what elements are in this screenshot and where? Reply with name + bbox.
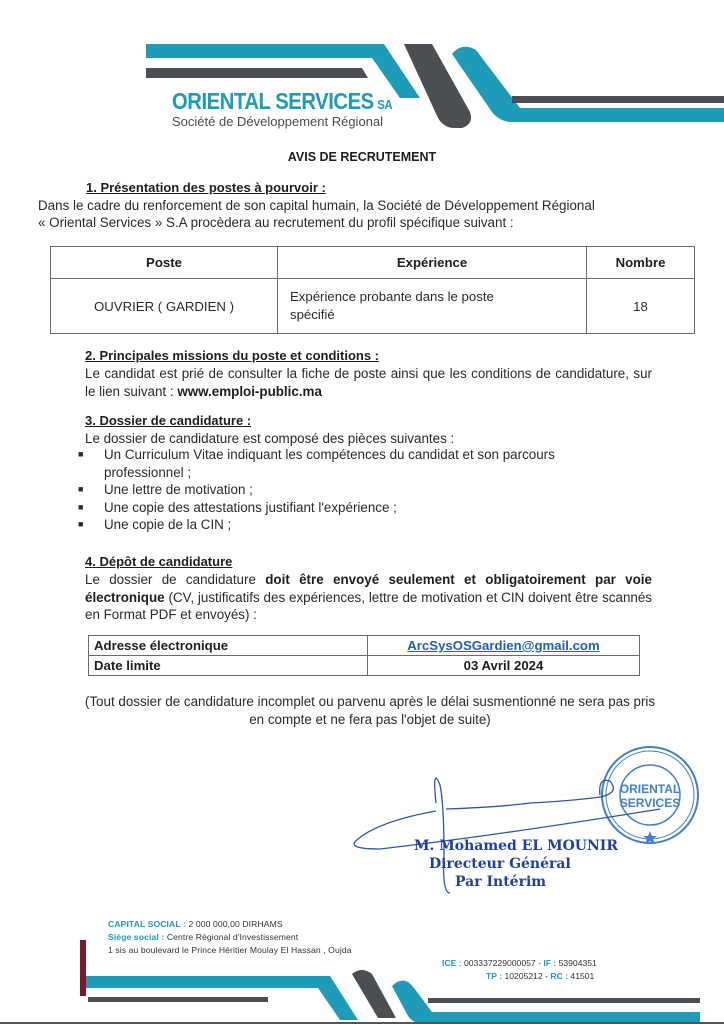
list-item [78,481,652,499]
posts-table-header [51,247,695,279]
tp-value: 10205212 [504,971,543,981]
tp-label: TP : [486,971,503,981]
capital-value: 2 000 000,00 DIRHAMS [188,919,283,929]
section-2-heading: 2. Principales missions du poste et conditions : [85,348,380,363]
signatory-name: M. Mohamed EL MOUNIR [414,838,618,854]
disclaimer-note: (Tout dossier de candidature incomplet ou parvenu après le délai susmentionné ne sera pas pris en compte et ne fera pas l'objet de suite) [84,694,656,727]
list-item [78,446,652,481]
rc-label: RC : [550,971,569,981]
signatory-role: Directeur Général [429,856,571,872]
deadline-value: 03 Avril 2024 [368,656,640,676]
list-item-text: Une lettre de motivation ; [104,482,253,497]
footer-capital [108,919,283,929]
cell-poste: OUVRIER ( GARDIEN ) [51,279,278,334]
col-header-nombre: Nombre [587,247,695,279]
section-1-line-1: Dans le cadre du renforcement de son capital humain, la Société de Développement Régional [38,198,595,213]
table-row [89,656,640,676]
email-label: Adresse électronique [89,636,368,656]
stamp-line-1: ORIENTAL [619,782,681,796]
logo-teal-swoosh [452,47,724,122]
footer-gray-stripe [88,997,268,1002]
section-3-heading: 3. Dossier de candidature : [85,413,252,428]
bullet-icon: ■ [78,519,84,529]
list-item [78,516,652,534]
capital-label: CAPITAL SOCIAL : [108,919,186,929]
contact-table [88,635,640,676]
logo-gray-stripe [146,68,368,78]
ice-value: 003337229000057 [463,958,536,968]
footer-ice-if: ICE : 003337229000057 - IF : 53904351 [442,958,597,968]
footer-gray-slash [352,970,396,1018]
list-item [78,499,652,517]
page-title: AVIS DE RECRUTEMENT [287,150,437,164]
section-1-line-2: « Oriental Services » S.A procèdera au recrutement du profil spécifique suivant : [38,215,514,230]
bullet-icon: ■ [78,449,84,459]
list-item-text: Un Curriculum Vitae indiquant les compétences du candidat et son parcours professionnel ; [104,447,555,480]
list-item-text: Une copie des attestations justifiant l'expérience ; [104,499,397,515]
siege-label: Siège social : [108,932,165,942]
ice-label: ICE : [442,958,462,968]
table-row [51,279,695,334]
rc-value: 41501 [570,971,595,981]
email-link[interactable]: ArcSysOSGardien@gmail.com [407,638,600,653]
signatory-interim: Par Intérim [455,874,547,890]
bullet-icon: ■ [78,501,84,512]
section-4-text-b: (CV, justificatifs des expériences, lettre de motivation et CIN doivent être scannés en Format PDF et envoyés) : [85,589,652,622]
deadline-label: Date limite [89,656,368,676]
cell-experience: Expérience probante dans le poste spécifié [278,279,587,334]
brand-subtitle: Société de Développement Régional [172,114,384,129]
footer-gray-right-bar [428,998,700,1003]
col-header-experience: Expérience [278,247,587,279]
brand-name-text: ORIENTAL SERVICES [172,88,374,114]
logo-gray-right-bar [512,96,724,103]
email-cell [368,636,640,656]
table-row [89,636,640,656]
section-2-text [85,365,652,400]
documents-list [78,446,652,534]
footer-tp-rc: TP : 10205212 - RC : 41501 [486,971,595,981]
emploi-public-link[interactable]: www.emploi-public.ma [177,383,322,399]
if-label: IF : [543,958,557,968]
stamp-line-2: SERVICES [619,796,681,810]
posts-table [50,246,695,334]
if-value: 53904351 [558,958,597,968]
section-4-text-bold: doit être envoyé seulement et obligatoirement par voie électronique [85,572,652,605]
bullet-icon: ■ [78,484,84,494]
section-4-text [85,571,652,624]
section-3-intro: Le dossier de candidature est composé des pièces suivantes : [85,431,455,446]
section-4-heading: 4. Dépôt de candidature [85,554,233,569]
section-4-text-a: Le dossier de candidature [85,572,256,587]
brand-name [172,88,392,115]
section-2-body: Le candidat est prié de consulter la fiche de poste ainsi que les conditions de candidature, sur le lien suivant : [85,366,652,399]
list-item-text: Une copie de la CIN ; [104,517,232,532]
footer-graphic [0,930,724,1024]
siege-value: Centre Régional d'Investissement [166,932,299,942]
signature-graphic [340,745,724,895]
section-1-heading: 1. Présentation des postes à pourvoir : [86,180,326,195]
col-header-poste: Poste [51,247,278,279]
footer-accent-bar [80,940,86,996]
brand-suffix: SA [377,97,393,112]
cell-nombre: 18 [587,279,695,334]
footer-address: 1 sis au boulevard le Prince Héritier Moulay El Hassan , Oujda [108,945,352,955]
